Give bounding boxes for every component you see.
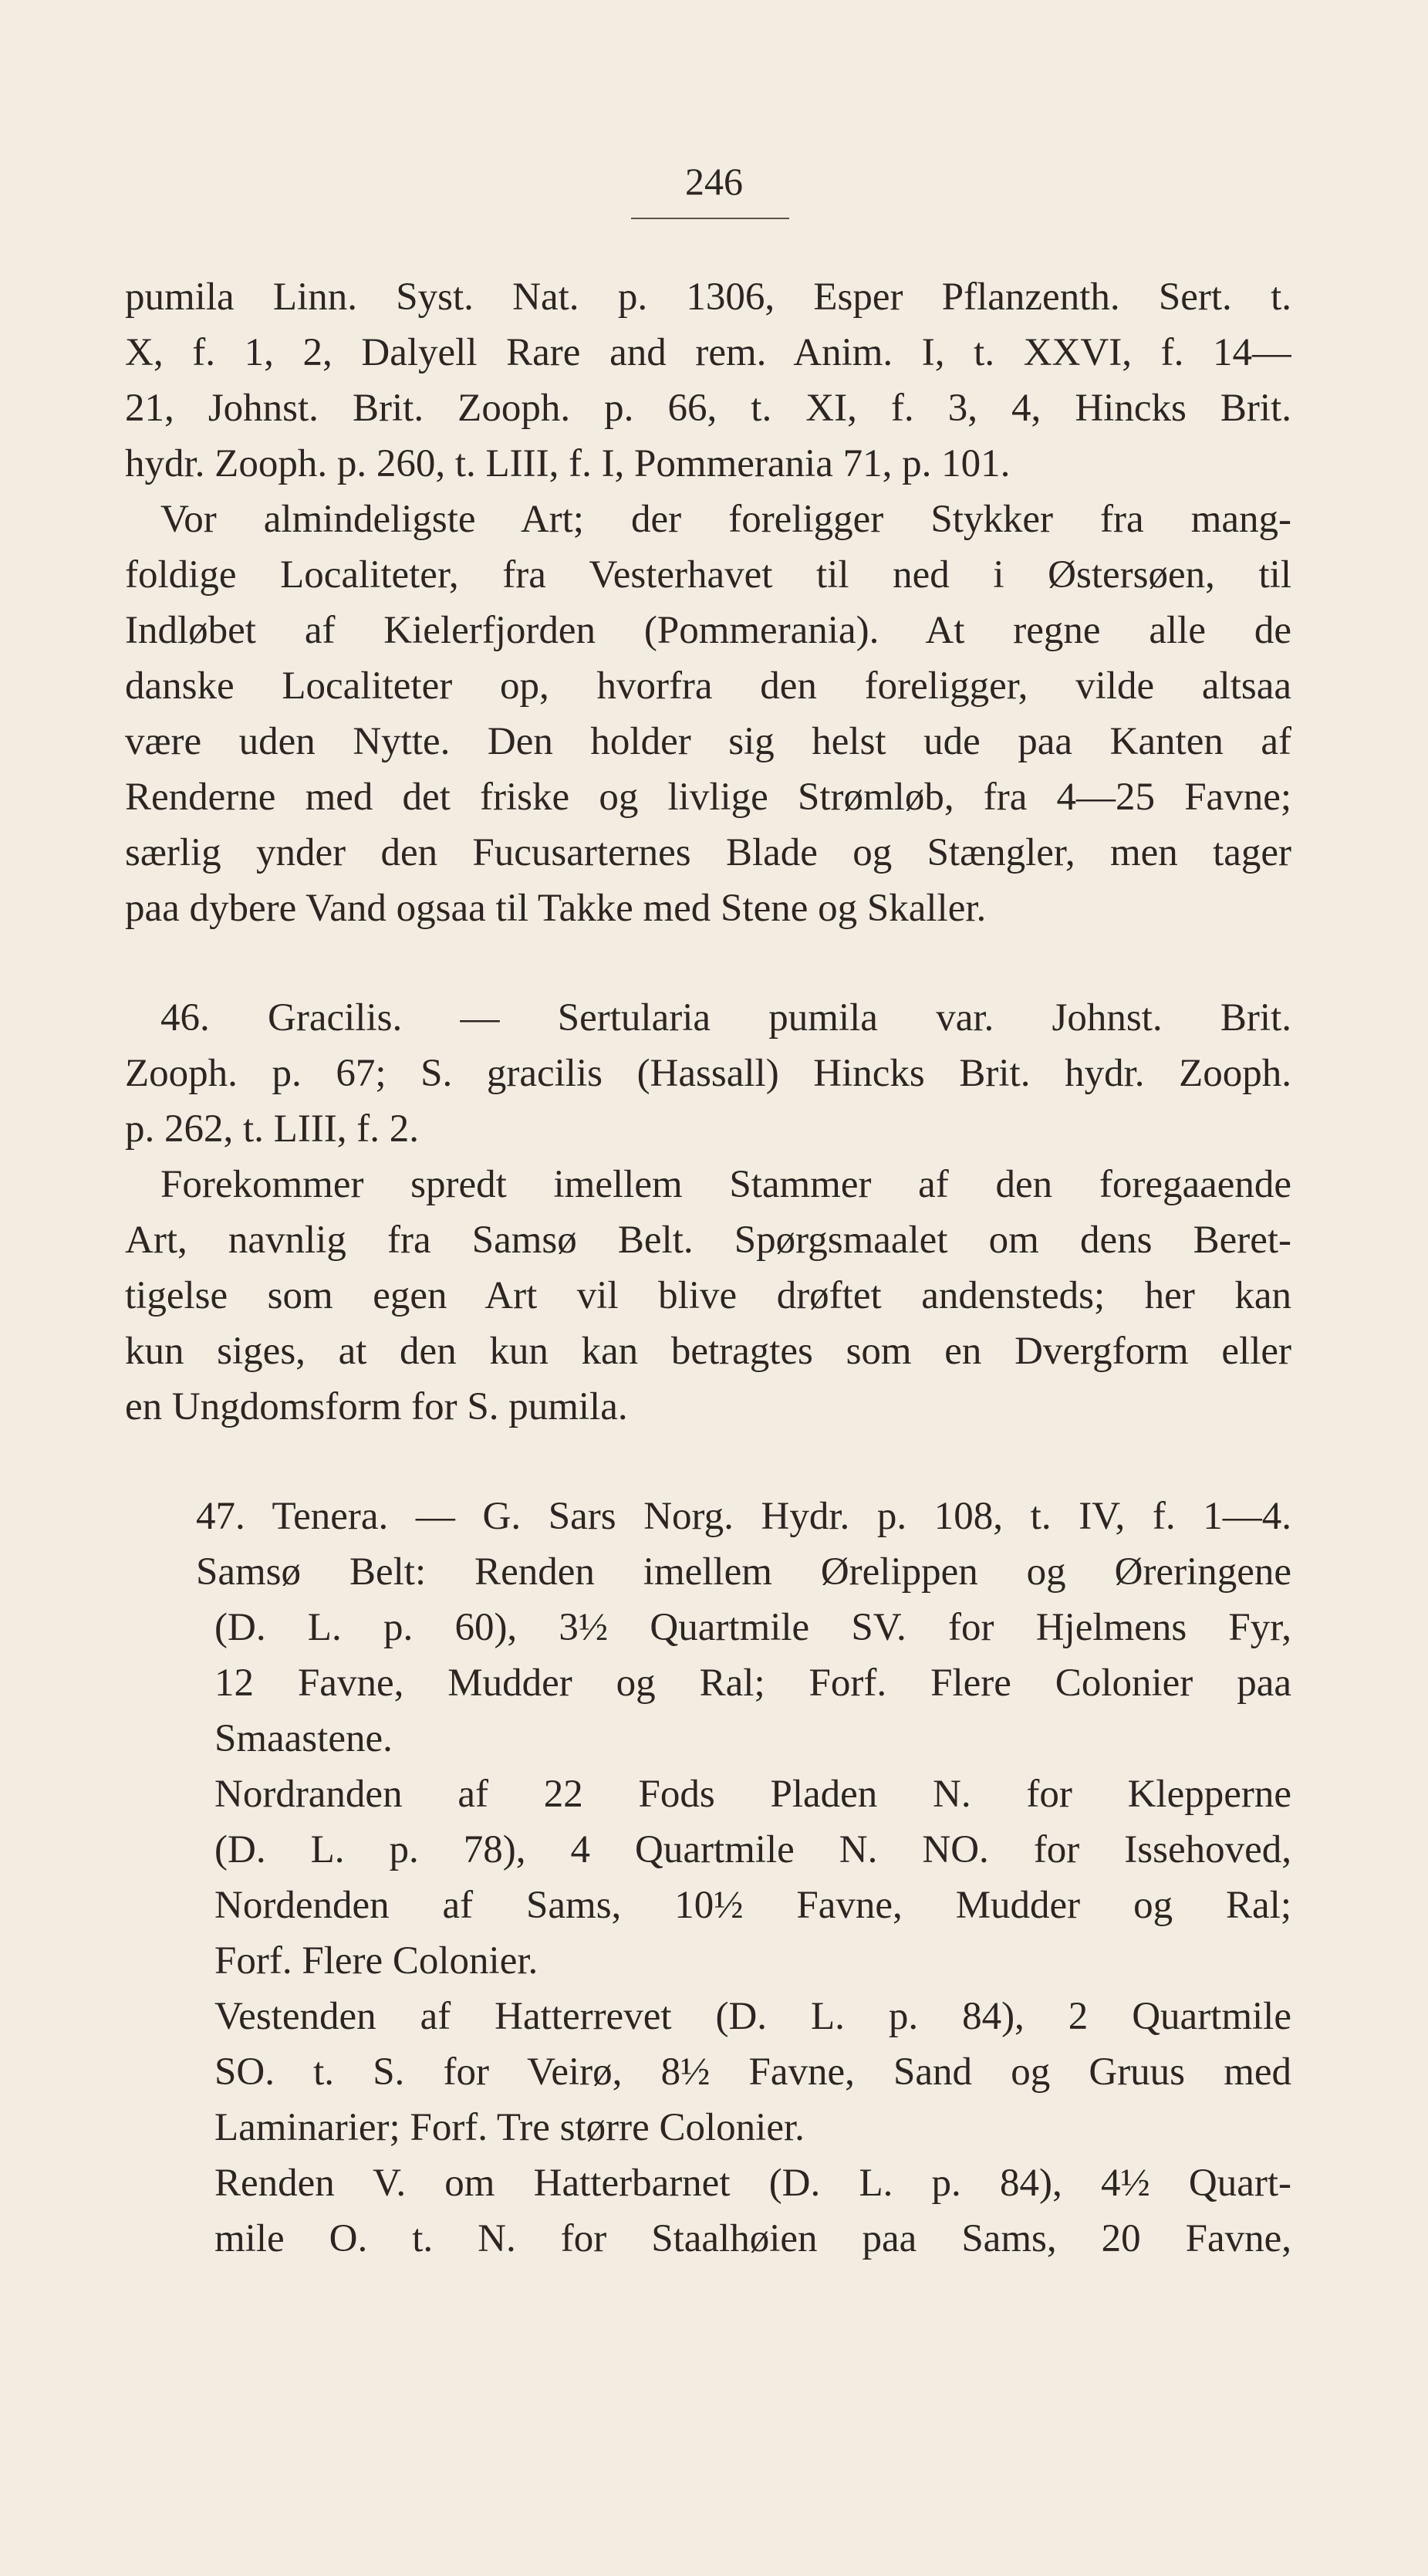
text-line: særlig ynder den Fucusarternes Blade og Stængler, men tager — [125, 831, 1291, 874]
text-line: hydr. Zooph. p. 260, t. LIII, f. I, Pommerania 71, p. 101. — [125, 442, 1011, 485]
locality-line: Nordranden af 22 Fods Pladen N. for Klepperne — [214, 1773, 1291, 1816]
species-heading-46: 46. Gracilis. — Sertularia pumila var. Johnst. Brit. — [160, 996, 1291, 1040]
text-line: være uden Nytte. Den holder sig helst ude paa Kanten af — [125, 720, 1291, 763]
text-line: 12 Favne, Mudder og Ral; Forf. Flere Colonier paa — [214, 1662, 1291, 1705]
text-line: pumila Linn. Syst. Nat. p. 1306, Esper Pflanzenth. Sert. t. — [125, 276, 1291, 319]
text-line: X, f. 1, 2, Dalyell Rare and rem. Anim. I, t. XXVI, f. 14— — [125, 331, 1291, 374]
text-line: Forf. Flere Colonier. — [214, 1939, 538, 1983]
text-line: Smaastene. — [214, 1717, 393, 1760]
text-line: paa dybere Vand ogsaa til Takke med Stene og Skaller. — [125, 887, 987, 930]
text-line: SO. t. S. for Veirø, 8½ Favne, Sand og Gruus med — [214, 2050, 1291, 2094]
text-line: Forekommer spredt imellem Stammer af den foregaaende — [160, 1163, 1291, 1206]
text-line: foldige Localiteter, fra Vesterhavet til ned i Østersøen, til — [125, 553, 1291, 597]
text-line: Zooph. p. 67; S. gracilis (Hassall) Hincks Brit. hydr. Zooph. — [125, 1052, 1291, 1095]
text-line: tigelse som egen Art vil blive drøftet andensteds; her kan — [125, 1274, 1291, 1317]
text-line: en Ungdomsform for S. pumila. — [125, 1385, 628, 1428]
text-line: (D. L. p. 78), 4 Quartmile N. NO. for Issehoved, — [214, 1828, 1291, 1871]
page-number-rule — [631, 218, 789, 219]
text-line: p. 262, t. LIII, f. 2. — [125, 1107, 420, 1151]
text-line: Indløbet af Kielerfjorden (Pommerania). At regne alle de — [125, 609, 1291, 652]
locality-line: Renden V. om Hatterbarnet (D. L. p. 84), 4½ Quart- — [214, 2162, 1291, 2205]
text-line: Art, navnlig fra Samsø Belt. Spørgsmaalet om dens Beret- — [125, 1219, 1291, 1262]
species-heading-47: 47. Tenera. — G. Sars Norg. Hydr. p. 108, t. IV, f. 1—4. — [196, 1495, 1291, 1538]
page-number: 246 — [685, 160, 743, 203]
locality-line: Samsø Belt: Renden imellem Ørelippen og Øreringene — [196, 1550, 1291, 1594]
text-line: mile O. t. N. for Staalhøien paa Sams, 20 Favne, — [214, 2217, 1291, 2260]
text-line: (D. L. p. 60), 3½ Quartmile SV. for Hjelmens Fyr, — [214, 1606, 1291, 1649]
text-line: Laminarier; Forf. Tre større Colonier. — [214, 2106, 805, 2149]
text-line: kun siges, at den kun kan betragtes som en Dvergform eller — [125, 1330, 1291, 1373]
text-line: 21, Johnst. Brit. Zooph. p. 66, t. XI, f. 3, 4, Hincks Brit. — [125, 387, 1291, 430]
text-line: Renderne med det friske og livlige Strømløb, fra 4—25 Favne; — [125, 776, 1291, 819]
text-line: danske Localiteter op, hvorfra den foreligger, vilde altsaa — [125, 664, 1291, 708]
text-line: Vor almindeligste Art; der foreligger Stykker fra mang- — [160, 498, 1291, 541]
locality-line: Vestenden af Hatterrevet (D. L. p. 84), 2 Quartmile — [214, 1995, 1291, 2038]
text-line: Nordenden af Sams, 10½ Favne, Mudder og Ral; — [214, 1884, 1291, 1927]
